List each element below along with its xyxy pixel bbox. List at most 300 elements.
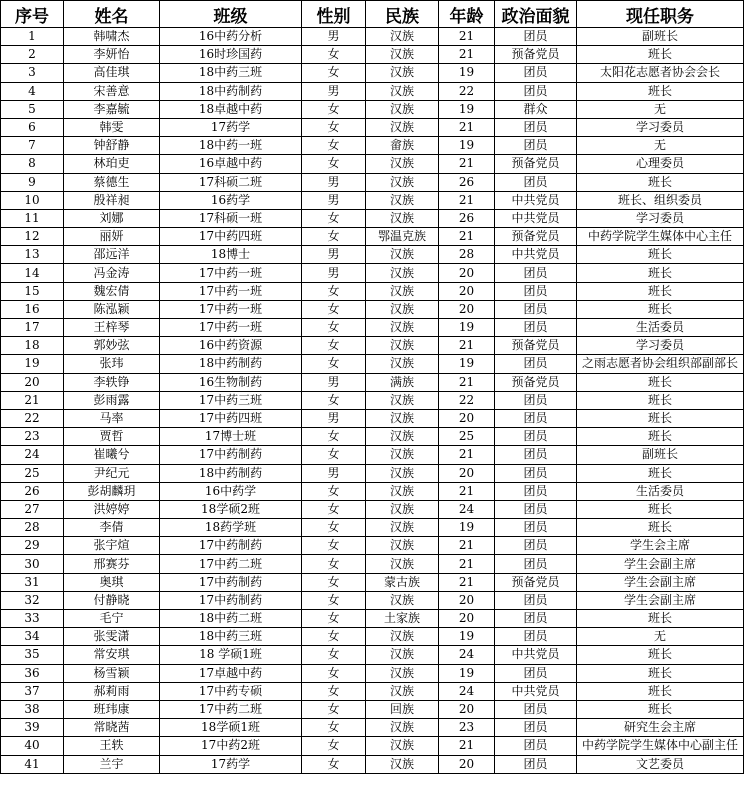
table-row — [1, 719, 744, 737]
cell-gender: 女 — [302, 646, 366, 664]
cell-class: 18卓越中药 — [160, 100, 302, 118]
table-row — [1, 137, 744, 155]
cell-age: 23 — [439, 719, 495, 737]
cell-position: 太阳花志愿者协会会长 — [577, 64, 744, 82]
table-row — [1, 246, 744, 264]
cell-name: 贾哲 — [64, 428, 160, 446]
cell-position: 学生会主席 — [577, 537, 744, 555]
cell-gender: 女 — [302, 519, 366, 537]
cell-age: 24 — [439, 682, 495, 700]
cell-gender: 女 — [302, 64, 366, 82]
cell-political-status: 团员 — [495, 300, 577, 318]
cell-position: 心理委员 — [577, 155, 744, 173]
cell-gender: 女 — [302, 209, 366, 227]
cell-name: 彭胡麟玥 — [64, 482, 160, 500]
cell-index: 5 — [1, 100, 64, 118]
cell-ethnicity: 汉族 — [366, 391, 439, 409]
cell-index: 14 — [1, 264, 64, 282]
cell-name: 刘娜 — [64, 209, 160, 227]
cell-class: 17博士班 — [160, 428, 302, 446]
cell-name: 钟舒静 — [64, 137, 160, 155]
cell-gender: 女 — [302, 137, 366, 155]
cell-political-status: 预备党员 — [495, 373, 577, 391]
cell-class: 18中药三班 — [160, 64, 302, 82]
cell-age: 21 — [439, 46, 495, 64]
cell-index: 6 — [1, 118, 64, 136]
cell-political-status: 团员 — [495, 137, 577, 155]
cell-age: 20 — [439, 282, 495, 300]
cell-class: 17中药一班 — [160, 264, 302, 282]
cell-name: 冯金涛 — [64, 264, 160, 282]
cell-index: 19 — [1, 355, 64, 373]
table-row — [1, 700, 744, 718]
cell-age: 19 — [439, 628, 495, 646]
cell-age: 26 — [439, 209, 495, 227]
cell-position: 无 — [577, 628, 744, 646]
cell-gender: 女 — [302, 300, 366, 318]
cell-gender: 男 — [302, 28, 366, 46]
cell-index: 20 — [1, 373, 64, 391]
cell-position: 班长 — [577, 664, 744, 682]
cell-ethnicity: 汉族 — [366, 118, 439, 136]
cell-age: 19 — [439, 519, 495, 537]
table-row — [1, 300, 744, 318]
cell-name: 奥琪 — [64, 573, 160, 591]
cell-name: 郭妙弦 — [64, 337, 160, 355]
cell-class: 17科硕二班 — [160, 173, 302, 191]
cell-name: 李轶铮 — [64, 373, 160, 391]
cell-age: 21 — [439, 537, 495, 555]
cell-ethnicity: 汉族 — [366, 682, 439, 700]
cell-gender: 男 — [302, 191, 366, 209]
cell-gender: 女 — [302, 537, 366, 555]
cell-position: 班长 — [577, 46, 744, 64]
table-row — [1, 519, 744, 537]
table-row — [1, 355, 744, 373]
cell-age: 21 — [439, 191, 495, 209]
cell-ethnicity: 汉族 — [366, 173, 439, 191]
table-row — [1, 591, 744, 609]
cell-gender: 男 — [302, 82, 366, 100]
cell-position: 班长、组织委员 — [577, 191, 744, 209]
cell-political-status: 团员 — [495, 737, 577, 755]
cell-index: 23 — [1, 428, 64, 446]
cell-position: 班长 — [577, 282, 744, 300]
cell-class: 16中药分析 — [160, 28, 302, 46]
cell-class: 18中药一班 — [160, 137, 302, 155]
cell-position: 之雨志愿者协会组织部副部长 — [577, 355, 744, 373]
table-row — [1, 373, 744, 391]
cell-ethnicity: 汉族 — [366, 46, 439, 64]
cell-position: 学生会副主席 — [577, 591, 744, 609]
cell-class: 17中药专硕 — [160, 682, 302, 700]
cell-political-status: 团员 — [495, 64, 577, 82]
cell-index: 38 — [1, 700, 64, 718]
cell-position: 班长 — [577, 519, 744, 537]
cell-age: 19 — [439, 100, 495, 118]
cell-index: 31 — [1, 573, 64, 591]
table-row — [1, 118, 744, 136]
cell-class: 17中药二班 — [160, 700, 302, 718]
cell-age: 20 — [439, 409, 495, 427]
cell-political-status: 团员 — [495, 482, 577, 500]
cell-gender: 男 — [302, 246, 366, 264]
cell-gender: 女 — [302, 228, 366, 246]
cell-age: 19 — [439, 137, 495, 155]
cell-gender: 男 — [302, 173, 366, 191]
cell-ethnicity: 汉族 — [366, 264, 439, 282]
cell-index: 9 — [1, 173, 64, 191]
cell-gender: 女 — [302, 428, 366, 446]
cell-political-status: 团员 — [495, 355, 577, 373]
cell-ethnicity: 汉族 — [366, 409, 439, 427]
cell-gender: 女 — [302, 500, 366, 518]
cell-index: 11 — [1, 209, 64, 227]
cell-class: 16生物制药 — [160, 373, 302, 391]
cell-gender: 女 — [302, 682, 366, 700]
cell-class: 17药学 — [160, 118, 302, 136]
cell-index: 3 — [1, 64, 64, 82]
cell-index: 15 — [1, 282, 64, 300]
cell-ethnicity: 汉族 — [366, 664, 439, 682]
cell-political-status: 团员 — [495, 264, 577, 282]
cell-political-status: 团员 — [495, 500, 577, 518]
cell-ethnicity: 汉族 — [366, 719, 439, 737]
cell-age: 19 — [439, 664, 495, 682]
cell-index: 21 — [1, 391, 64, 409]
cell-name: 高佳琪 — [64, 64, 160, 82]
cell-position: 班长 — [577, 246, 744, 264]
cell-political-status: 预备党员 — [495, 46, 577, 64]
table-row — [1, 500, 744, 518]
cell-age: 19 — [439, 355, 495, 373]
cell-position: 班长 — [577, 373, 744, 391]
cell-class: 17中药一班 — [160, 300, 302, 318]
cell-political-status: 团员 — [495, 755, 577, 773]
cell-gender: 女 — [302, 755, 366, 773]
table-row — [1, 82, 744, 100]
cell-name: 尹纪元 — [64, 464, 160, 482]
cell-gender: 女 — [302, 337, 366, 355]
cell-ethnicity: 汉族 — [366, 500, 439, 518]
cell-class: 18药学班 — [160, 519, 302, 537]
header-row — [1, 1, 744, 28]
cell-class: 18中药三班 — [160, 628, 302, 646]
cell-political-status: 团员 — [495, 519, 577, 537]
cell-position: 无 — [577, 137, 744, 155]
cell-position: 副班长 — [577, 446, 744, 464]
cell-gender: 女 — [302, 737, 366, 755]
cell-political-status: 群众 — [495, 100, 577, 118]
cell-political-status: 团员 — [495, 28, 577, 46]
cell-political-status: 预备党员 — [495, 337, 577, 355]
table-row — [1, 664, 744, 682]
cell-political-status: 团员 — [495, 319, 577, 337]
cell-age: 20 — [439, 610, 495, 628]
cell-political-status: 预备党员 — [495, 155, 577, 173]
cell-gender: 女 — [302, 628, 366, 646]
cell-ethnicity: 畲族 — [366, 137, 439, 155]
cell-ethnicity: 土家族 — [366, 610, 439, 628]
cell-ethnicity: 汉族 — [366, 355, 439, 373]
header-position: 现任职务 — [577, 1, 744, 28]
cell-ethnicity: 汉族 — [366, 28, 439, 46]
cell-index: 37 — [1, 682, 64, 700]
cell-class: 17药学 — [160, 755, 302, 773]
cell-position: 班长 — [577, 173, 744, 191]
cell-class: 17中药制药 — [160, 573, 302, 591]
cell-political-status: 中共党员 — [495, 246, 577, 264]
table-row — [1, 28, 744, 46]
cell-class: 18 学硕1班 — [160, 646, 302, 664]
cell-index: 34 — [1, 628, 64, 646]
cell-name: 王梓琴 — [64, 319, 160, 337]
cell-political-status: 中共党员 — [495, 209, 577, 227]
cell-political-status: 预备党员 — [495, 228, 577, 246]
cell-name: 林珀吏 — [64, 155, 160, 173]
cell-age: 21 — [439, 446, 495, 464]
table-row — [1, 155, 744, 173]
cell-gender: 女 — [302, 610, 366, 628]
table-row — [1, 628, 744, 646]
cell-age: 24 — [439, 500, 495, 518]
table-row — [1, 737, 744, 755]
cell-class: 18博士 — [160, 246, 302, 264]
cell-position: 学习委员 — [577, 337, 744, 355]
cell-position: 无 — [577, 100, 744, 118]
cell-name: 崔曦兮 — [64, 446, 160, 464]
cell-class: 18中药制药 — [160, 355, 302, 373]
cell-ethnicity: 汉族 — [366, 337, 439, 355]
table-row — [1, 191, 744, 209]
table-row — [1, 446, 744, 464]
cell-age: 21 — [439, 28, 495, 46]
table-row — [1, 537, 744, 555]
table-row — [1, 610, 744, 628]
cell-class: 17中药2班 — [160, 737, 302, 755]
table-row — [1, 46, 744, 64]
cell-name: 殷祥昶 — [64, 191, 160, 209]
table-row — [1, 173, 744, 191]
cell-age: 21 — [439, 573, 495, 591]
cell-class: 17中药四班 — [160, 409, 302, 427]
cell-gender: 女 — [302, 319, 366, 337]
cell-class: 16中药资源 — [160, 337, 302, 355]
table-body — [1, 28, 744, 774]
table-row — [1, 282, 744, 300]
header-class: 班级 — [160, 1, 302, 28]
table-row — [1, 264, 744, 282]
cell-name: 王轶 — [64, 737, 160, 755]
cell-position: 班长 — [577, 646, 744, 664]
cell-ethnicity: 汉族 — [366, 755, 439, 773]
cell-index: 32 — [1, 591, 64, 609]
cell-class: 17中药四班 — [160, 228, 302, 246]
cell-position: 学习委员 — [577, 209, 744, 227]
table-row — [1, 409, 744, 427]
cell-ethnicity: 汉族 — [366, 100, 439, 118]
cell-name: 张雯潇 — [64, 628, 160, 646]
cell-name: 张玮 — [64, 355, 160, 373]
cell-gender: 女 — [302, 355, 366, 373]
cell-index: 2 — [1, 46, 64, 64]
cell-name: 毛宁 — [64, 610, 160, 628]
cell-class: 18学硕2班 — [160, 500, 302, 518]
cell-class: 17中药制药 — [160, 446, 302, 464]
cell-ethnicity: 汉族 — [366, 646, 439, 664]
cell-political-status: 团员 — [495, 446, 577, 464]
cell-age: 24 — [439, 646, 495, 664]
cell-class: 17中药三班 — [160, 391, 302, 409]
cell-gender: 女 — [302, 573, 366, 591]
cell-ethnicity: 汉族 — [366, 82, 439, 100]
cell-index: 36 — [1, 664, 64, 682]
cell-age: 28 — [439, 246, 495, 264]
cell-political-status: 团员 — [495, 591, 577, 609]
cell-gender: 男 — [302, 464, 366, 482]
cell-class: 17中药制药 — [160, 537, 302, 555]
cell-gender: 男 — [302, 264, 366, 282]
cell-index: 1 — [1, 28, 64, 46]
cell-position: 班长 — [577, 700, 744, 718]
cell-index: 18 — [1, 337, 64, 355]
cell-political-status: 团员 — [495, 82, 577, 100]
cell-class: 16药学 — [160, 191, 302, 209]
cell-position: 副班长 — [577, 28, 744, 46]
cell-gender: 女 — [302, 118, 366, 136]
cell-class: 16卓越中药 — [160, 155, 302, 173]
cell-age: 26 — [439, 173, 495, 191]
cell-position: 学生会副主席 — [577, 555, 744, 573]
cell-age: 19 — [439, 319, 495, 337]
cell-political-status: 团员 — [495, 173, 577, 191]
cell-index: 30 — [1, 555, 64, 573]
cell-index: 39 — [1, 719, 64, 737]
cell-class: 18学硕1班 — [160, 719, 302, 737]
cell-ethnicity: 蒙古族 — [366, 573, 439, 591]
cell-position: 班长 — [577, 610, 744, 628]
cell-name: 郝莉雨 — [64, 682, 160, 700]
cell-class: 17中药一班 — [160, 319, 302, 337]
cell-index: 33 — [1, 610, 64, 628]
cell-name: 韩雯 — [64, 118, 160, 136]
cell-name: 邢赛芬 — [64, 555, 160, 573]
cell-age: 21 — [439, 555, 495, 573]
header-ethnicity: 民族 — [366, 1, 439, 28]
cell-name: 洪婷婷 — [64, 500, 160, 518]
cell-political-status: 中共党员 — [495, 682, 577, 700]
table-row — [1, 682, 744, 700]
cell-ethnicity: 满族 — [366, 373, 439, 391]
cell-ethnicity: 汉族 — [366, 446, 439, 464]
cell-gender: 女 — [302, 555, 366, 573]
cell-position: 班长 — [577, 464, 744, 482]
cell-age: 20 — [439, 264, 495, 282]
cell-class: 17中药一班 — [160, 282, 302, 300]
cell-index: 35 — [1, 646, 64, 664]
header-index: 序号 — [1, 1, 64, 28]
cell-name: 杨雪颖 — [64, 664, 160, 682]
cell-position: 文艺委员 — [577, 755, 744, 773]
cell-index: 41 — [1, 755, 64, 773]
table-row — [1, 428, 744, 446]
cell-gender: 女 — [302, 46, 366, 64]
cell-age: 20 — [439, 700, 495, 718]
cell-position: 中药学院学生媒体中心主任 — [577, 228, 744, 246]
cell-index: 8 — [1, 155, 64, 173]
cell-gender: 男 — [302, 409, 366, 427]
cell-political-status: 团员 — [495, 610, 577, 628]
cell-index: 22 — [1, 409, 64, 427]
cell-position: 班长 — [577, 428, 744, 446]
cell-name: 兰宇 — [64, 755, 160, 773]
cell-position: 班长 — [577, 682, 744, 700]
cell-position: 班长 — [577, 82, 744, 100]
cell-age: 21 — [439, 155, 495, 173]
cell-position: 班长 — [577, 409, 744, 427]
cell-index: 17 — [1, 319, 64, 337]
cell-political-status: 预备党员 — [495, 573, 577, 591]
cell-gender: 女 — [302, 664, 366, 682]
header-age: 年龄 — [439, 1, 495, 28]
cell-gender: 女 — [302, 719, 366, 737]
cell-index: 24 — [1, 446, 64, 464]
cell-class: 16时珍国药 — [160, 46, 302, 64]
table-row — [1, 646, 744, 664]
cell-ethnicity: 汉族 — [366, 464, 439, 482]
cell-index: 16 — [1, 300, 64, 318]
cell-political-status: 团员 — [495, 664, 577, 682]
cell-political-status: 团员 — [495, 628, 577, 646]
table-row — [1, 573, 744, 591]
cell-age: 25 — [439, 428, 495, 446]
cell-name: 彭雨露 — [64, 391, 160, 409]
header-political-status: 政治面貌 — [495, 1, 577, 28]
cell-class: 17科硕一班 — [160, 209, 302, 227]
table-row — [1, 228, 744, 246]
cell-class: 18中药制药 — [160, 82, 302, 100]
cell-ethnicity: 汉族 — [366, 737, 439, 755]
cell-age: 21 — [439, 482, 495, 500]
cell-political-status: 团员 — [495, 700, 577, 718]
cell-gender: 女 — [302, 482, 366, 500]
cell-age: 20 — [439, 755, 495, 773]
table-row — [1, 464, 744, 482]
cell-gender: 男 — [302, 373, 366, 391]
cell-ethnicity: 汉族 — [366, 591, 439, 609]
cell-class: 18中药二班 — [160, 610, 302, 628]
cell-index: 27 — [1, 500, 64, 518]
cell-name: 班玮康 — [64, 700, 160, 718]
cell-political-status: 团员 — [495, 428, 577, 446]
cell-name: 陈泓颖 — [64, 300, 160, 318]
table-row — [1, 100, 744, 118]
cell-age: 21 — [439, 337, 495, 355]
cell-gender: 女 — [302, 100, 366, 118]
cell-gender: 女 — [302, 446, 366, 464]
cell-age: 21 — [439, 373, 495, 391]
cell-ethnicity: 汉族 — [366, 282, 439, 300]
cell-position: 生活委员 — [577, 482, 744, 500]
cell-class: 17卓越中药 — [160, 664, 302, 682]
cell-index: 7 — [1, 137, 64, 155]
table-row — [1, 482, 744, 500]
cell-name: 张宇煊 — [64, 537, 160, 555]
cell-position: 班长 — [577, 500, 744, 518]
cell-age: 21 — [439, 228, 495, 246]
cell-position: 班长 — [577, 264, 744, 282]
cell-ethnicity: 回族 — [366, 700, 439, 718]
